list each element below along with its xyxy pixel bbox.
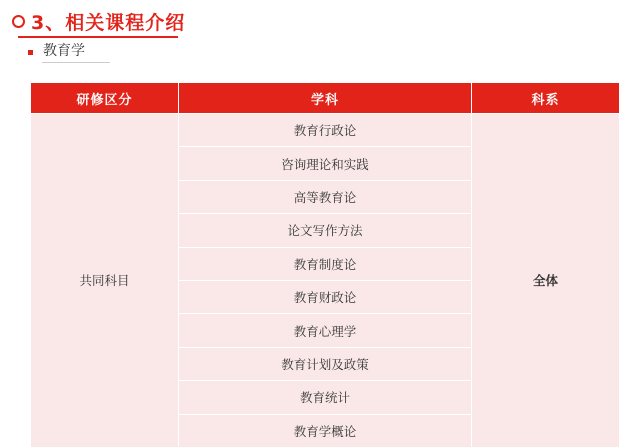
cell-subject: 高等教育论 [179,180,472,213]
cell-subject: 论文写作方法 [179,214,472,247]
cell-subject: 教育心理学 [179,314,472,347]
cell-subject: 教育学概论 [179,414,472,447]
section-heading [0,8,185,35]
circle-bullet-icon [12,15,25,28]
square-bullet-icon [28,50,33,55]
table-header-department: 科系 [472,83,620,114]
table-header-region: 研修区分 [31,83,179,114]
heading-underline-divider [18,36,178,38]
table-header-row [31,83,620,114]
subsection-label: 教育学 [43,43,85,59]
cell-subject: 教育计划及政策 [179,347,472,380]
cell-subject: 教育统计 [179,381,472,414]
subsection-underline-divider [42,62,110,63]
cell-region: 共同科目 [31,114,179,448]
cell-department: 全体 [472,114,620,448]
table-header-subject: 学科 [179,83,472,114]
course-table [30,82,620,448]
cell-subject: 教育制度论 [179,247,472,280]
subsection-heading [0,40,85,60]
cell-subject: 教育财政论 [179,280,472,313]
cell-subject: 教育行政论 [179,114,472,147]
course-table-container [30,82,610,448]
cell-subject: 咨询理论和实践 [179,147,472,180]
table-row [31,114,620,147]
page-title: 3、相关课程介绍 [31,12,186,34]
